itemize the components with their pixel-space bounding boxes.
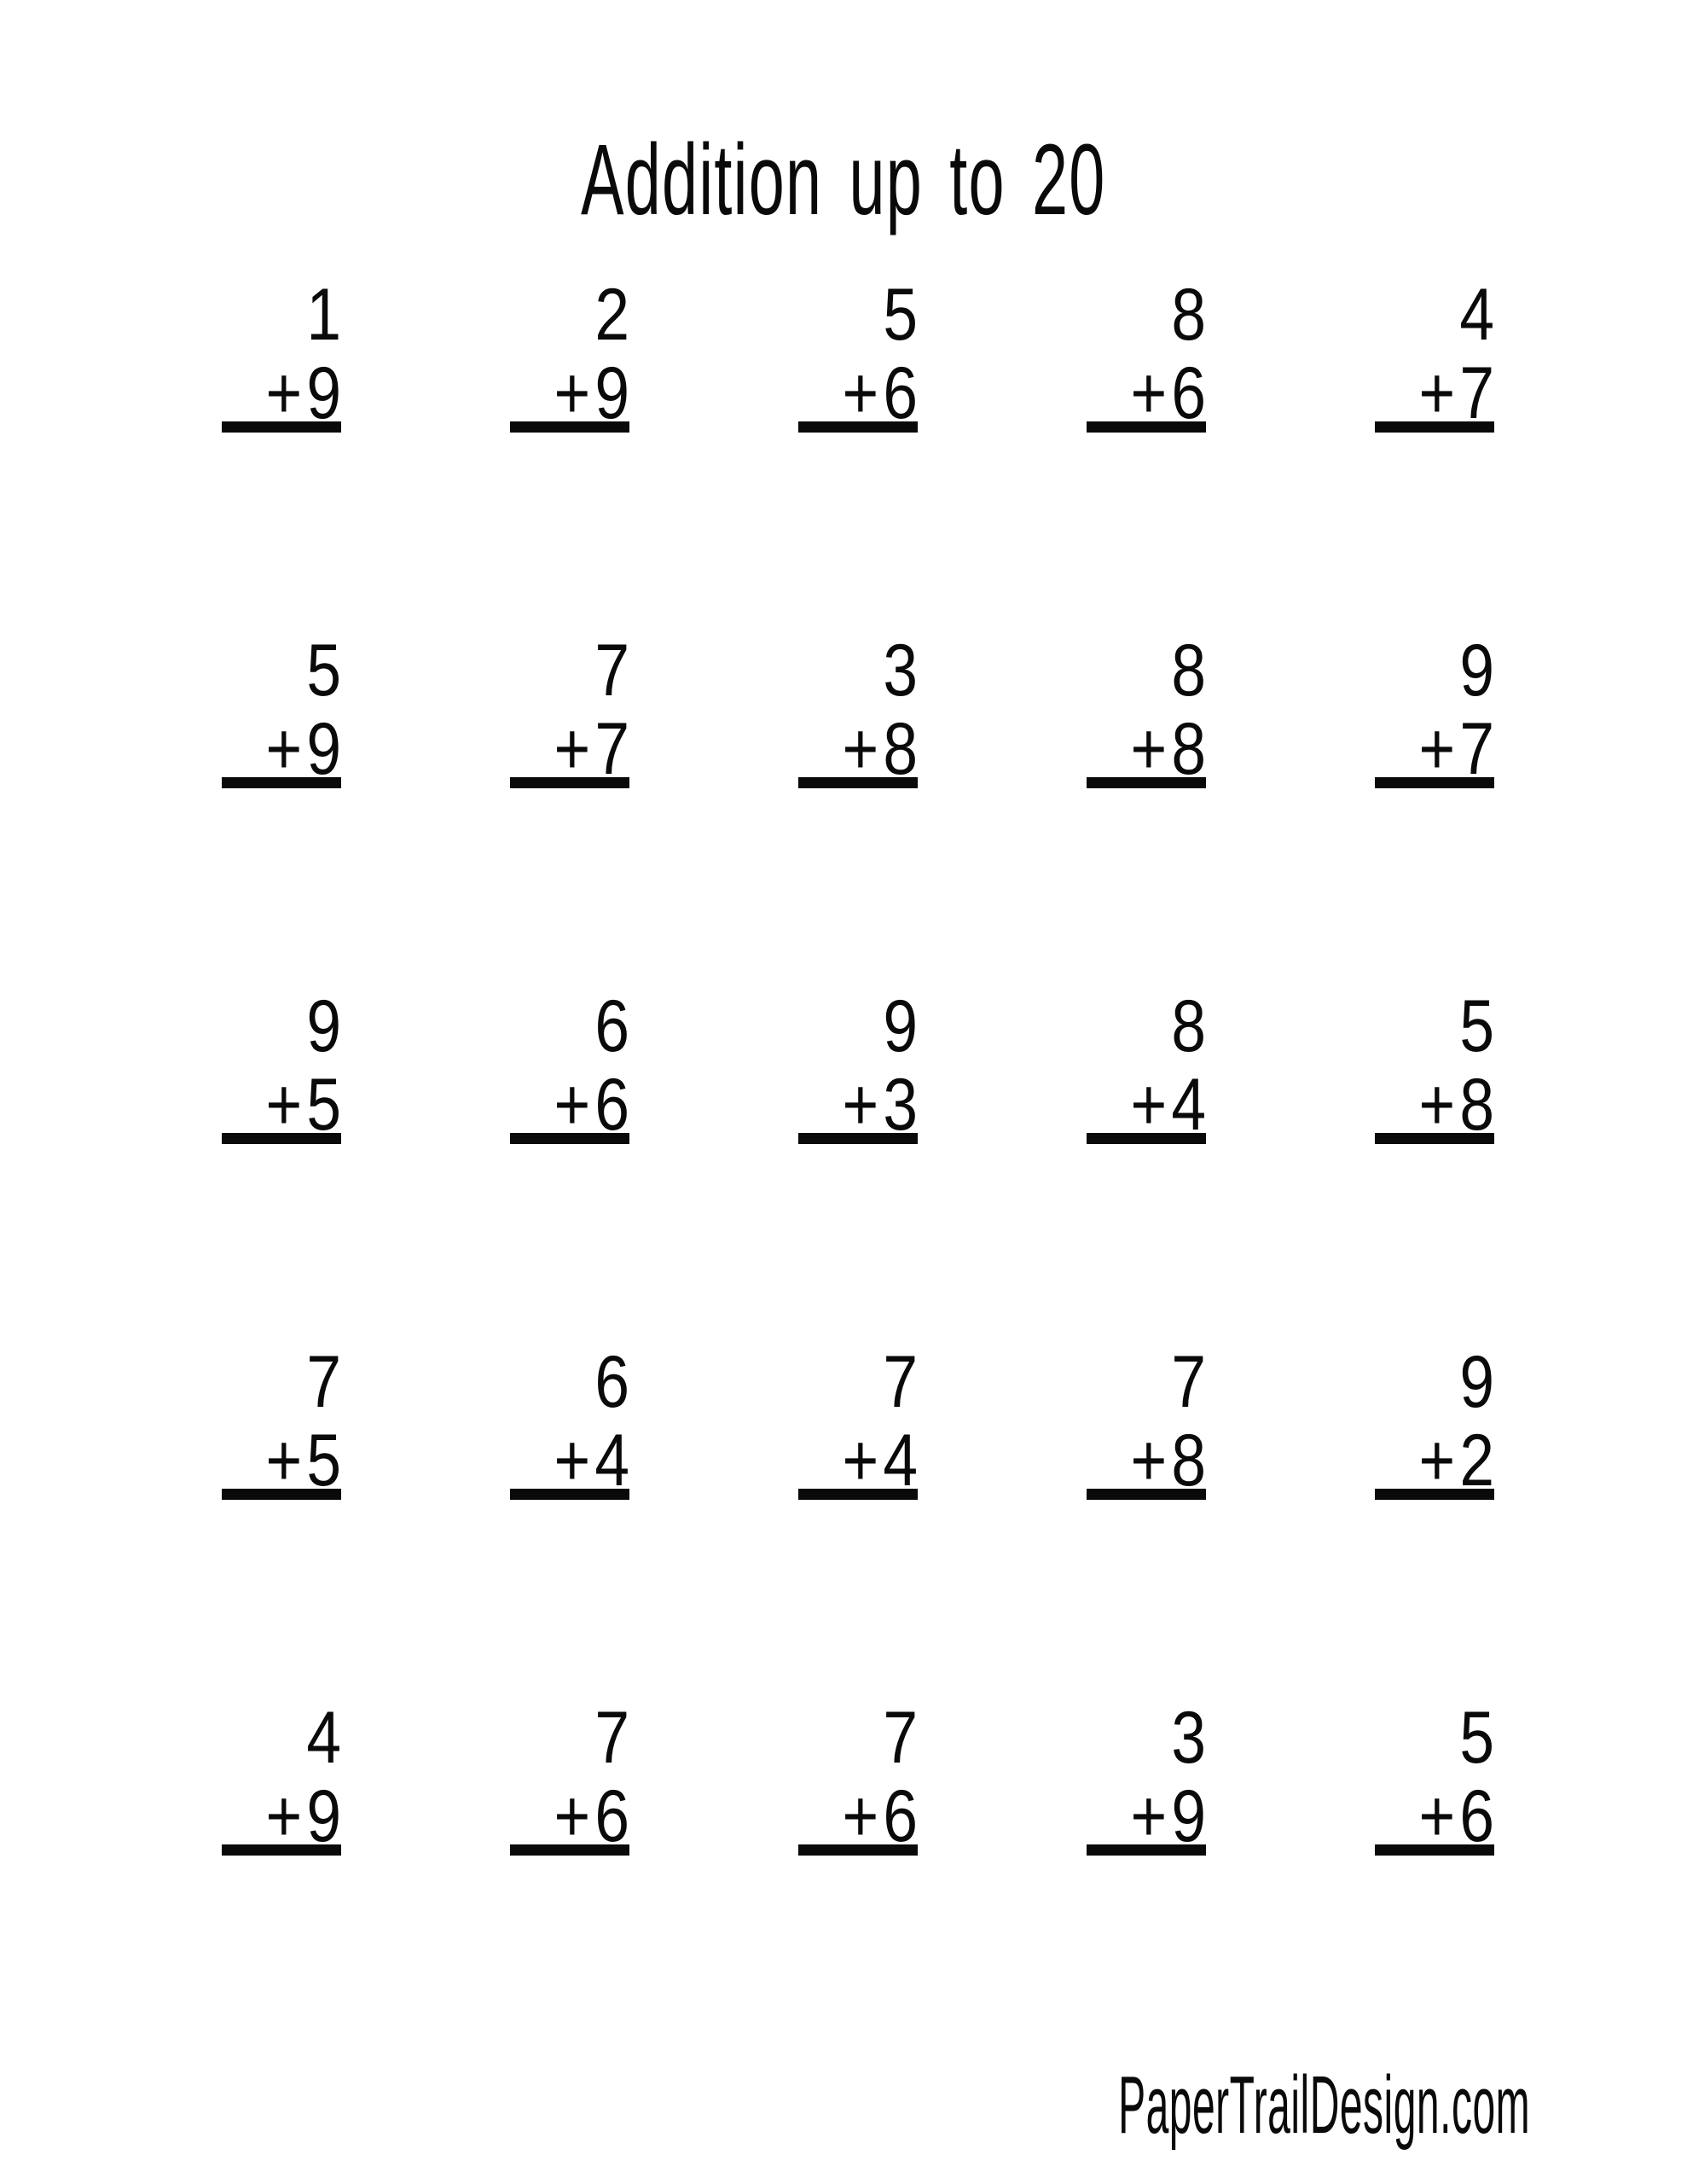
bottom-line [240, 354, 341, 433]
plus-sign: + [842, 708, 879, 790]
problems-grid [222, 276, 1494, 1856]
bottom-line [816, 354, 918, 433]
problem-numbers [528, 631, 629, 788]
problem-numbers [816, 1699, 918, 1856]
bottom-line [1393, 1421, 1494, 1500]
plus-sign: + [842, 1775, 879, 1857]
bottom-line [240, 1066, 341, 1144]
bottom-line [1104, 1066, 1206, 1144]
addition-problem [1087, 276, 1206, 433]
worksheet-title-text: Addition up to 20 [581, 124, 1106, 236]
plus-sign: + [1418, 1064, 1456, 1146]
plus-sign: + [1418, 352, 1456, 434]
bottom-line [240, 1777, 341, 1856]
plus-sign: + [1418, 1420, 1456, 1502]
top-addend: 2 [594, 274, 629, 356]
bottom-line [528, 1066, 629, 1144]
problem-numbers [816, 987, 918, 1144]
plus-sign: + [554, 1775, 591, 1857]
addition-problem [1375, 1699, 1494, 1856]
addition-problem [222, 1699, 341, 1856]
bottom-line [1393, 710, 1494, 788]
bottom-addend: 9 [306, 708, 341, 790]
plus-sign: + [1418, 1775, 1456, 1857]
top-addend: 4 [1459, 274, 1494, 356]
addition-problem [222, 631, 341, 788]
bottom-addend: 6 [594, 1775, 629, 1857]
problem-numbers [528, 987, 629, 1144]
bottom-addend: 2 [1459, 1420, 1494, 1502]
problem-numbers [240, 1343, 341, 1500]
footer-credit-text: PaperTrailDesign.com [1117, 2059, 1530, 2151]
footer-credit [706, 2059, 1530, 2151]
bottom-line [1104, 710, 1206, 788]
problem-numbers [240, 1699, 341, 1856]
plus-sign: + [554, 708, 591, 790]
problem-numbers [240, 987, 341, 1144]
bottom-line [1393, 354, 1494, 433]
problem-numbers [240, 631, 341, 788]
addition-problem [798, 1343, 918, 1500]
top-addend: 6 [594, 1341, 629, 1423]
top-addend: 7 [883, 1697, 918, 1779]
addition-problem [510, 987, 629, 1144]
plus-sign: + [1130, 352, 1168, 434]
top-addend: 5 [1459, 985, 1494, 1067]
bottom-line [240, 1421, 341, 1500]
bottom-addend: 7 [594, 708, 629, 790]
addition-problem [510, 276, 629, 433]
bottom-addend: 4 [883, 1420, 918, 1502]
top-addend: 5 [1459, 1697, 1494, 1779]
addition-problem [1087, 1699, 1206, 1856]
top-addend: 7 [306, 1341, 341, 1423]
bottom-line [816, 1777, 918, 1856]
top-addend: 7 [594, 630, 629, 712]
problem-numbers [1393, 987, 1494, 1144]
addition-problem [798, 276, 918, 433]
problem-numbers [816, 631, 918, 788]
bottom-addend: 8 [1171, 708, 1206, 790]
plus-sign: + [265, 352, 303, 434]
bottom-addend: 8 [1459, 1064, 1494, 1146]
problem-numbers [816, 276, 918, 433]
bottom-line [816, 1066, 918, 1144]
plus-sign: + [265, 1420, 303, 1502]
top-addend: 9 [306, 985, 341, 1067]
plus-sign: + [265, 708, 303, 790]
addition-problem [1375, 631, 1494, 788]
addition-problem [798, 1699, 918, 1856]
addition-problem [798, 987, 918, 1144]
worksheet-title [0, 124, 1687, 236]
bottom-addend: 4 [1171, 1064, 1206, 1146]
addition-problem [1375, 987, 1494, 1144]
plus-sign: + [554, 1064, 591, 1146]
bottom-line [1393, 1066, 1494, 1144]
addition-problem [222, 276, 341, 433]
bottom-addend: 6 [883, 1775, 918, 1857]
addition-problem [222, 1343, 341, 1500]
bottom-addend: 6 [1171, 352, 1206, 434]
addition-problem [798, 631, 918, 788]
problem-numbers [1393, 631, 1494, 788]
addition-problem [1375, 1343, 1494, 1500]
problem-numbers [240, 276, 341, 433]
addition-problem [222, 987, 341, 1144]
top-addend: 5 [306, 630, 341, 712]
bottom-addend: 3 [883, 1064, 918, 1146]
problem-numbers [528, 1343, 629, 1500]
problem-numbers [1104, 1699, 1206, 1856]
plus-sign: + [265, 1064, 303, 1146]
bottom-addend: 5 [306, 1420, 341, 1502]
problem-numbers [1104, 276, 1206, 433]
plus-sign: + [1130, 1420, 1168, 1502]
bottom-line [816, 1421, 918, 1500]
bottom-addend: 6 [1459, 1775, 1494, 1857]
bottom-line [528, 710, 629, 788]
bottom-addend: 6 [594, 1064, 629, 1146]
bottom-line [816, 710, 918, 788]
top-addend: 7 [1171, 1341, 1206, 1423]
top-addend: 8 [1171, 985, 1206, 1067]
top-addend: 9 [1459, 1341, 1494, 1423]
bottom-line [528, 1777, 629, 1856]
bottom-addend: 9 [1171, 1775, 1206, 1857]
bottom-addend: 5 [306, 1064, 341, 1146]
top-addend: 9 [883, 985, 918, 1067]
bottom-addend: 8 [1171, 1420, 1206, 1502]
top-addend: 9 [1459, 630, 1494, 712]
top-addend: 3 [883, 630, 918, 712]
bottom-line [528, 354, 629, 433]
top-addend: 5 [883, 274, 918, 356]
problem-numbers [528, 276, 629, 433]
plus-sign: + [1418, 708, 1456, 790]
problem-numbers [1393, 1699, 1494, 1856]
bottom-line [528, 1421, 629, 1500]
top-addend: 6 [594, 985, 629, 1067]
bottom-line [1104, 1777, 1206, 1856]
addition-problem [510, 631, 629, 788]
bottom-addend: 7 [1459, 708, 1494, 790]
bottom-line [1104, 354, 1206, 433]
bottom-addend: 6 [883, 352, 918, 434]
bottom-line [1104, 1421, 1206, 1500]
plus-sign: + [265, 1775, 303, 1857]
bottom-addend: 9 [306, 352, 341, 434]
top-addend: 1 [306, 274, 341, 356]
problem-numbers [816, 1343, 918, 1500]
top-addend: 7 [594, 1697, 629, 1779]
addition-problem [1375, 276, 1494, 433]
bottom-addend: 4 [594, 1420, 629, 1502]
top-addend: 3 [1171, 1697, 1206, 1779]
top-addend: 4 [306, 1697, 341, 1779]
bottom-addend: 9 [594, 352, 629, 434]
problem-numbers [1104, 987, 1206, 1144]
plus-sign: + [842, 1064, 879, 1146]
bottom-line [1393, 1777, 1494, 1856]
plus-sign: + [1130, 1064, 1168, 1146]
addition-problem [1087, 987, 1206, 1144]
bottom-addend: 9 [306, 1775, 341, 1857]
bottom-addend: 8 [883, 708, 918, 790]
problem-numbers [528, 1699, 629, 1856]
top-addend: 7 [883, 1341, 918, 1423]
plus-sign: + [554, 1420, 591, 1502]
addition-problem [1087, 631, 1206, 788]
problem-numbers [1393, 1343, 1494, 1500]
addition-problem [510, 1699, 629, 1856]
addition-problem [510, 1343, 629, 1500]
bottom-addend: 7 [1459, 352, 1494, 434]
plus-sign: + [1130, 1775, 1168, 1857]
top-addend: 8 [1171, 274, 1206, 356]
plus-sign: + [842, 1420, 879, 1502]
addition-problem [1087, 1343, 1206, 1500]
problem-numbers [1104, 631, 1206, 788]
plus-sign: + [1130, 708, 1168, 790]
plus-sign: + [842, 352, 879, 434]
bottom-line [240, 710, 341, 788]
problem-numbers [1104, 1343, 1206, 1500]
plus-sign: + [554, 352, 591, 434]
top-addend: 8 [1171, 630, 1206, 712]
problem-numbers [1393, 276, 1494, 433]
